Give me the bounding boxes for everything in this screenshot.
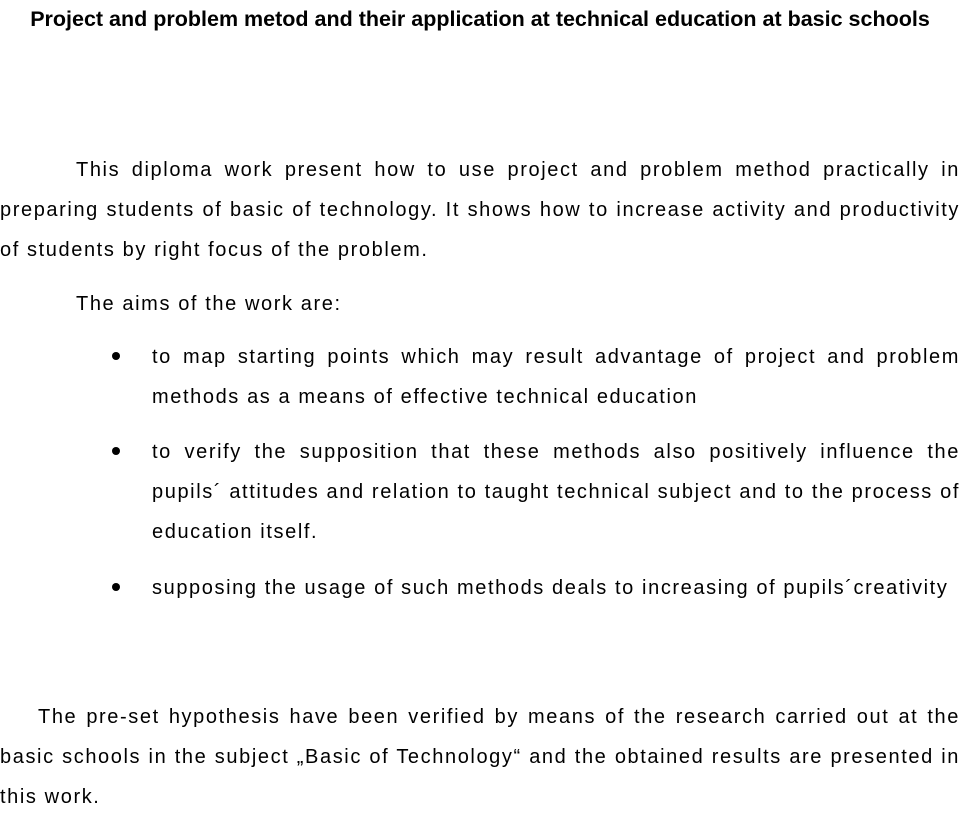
aims-list-item-text: to verify the supposition that these methods also positively influence the pupils´ attitudes and relation to taught technical subject and to the process of education itself. [152, 441, 960, 543]
bullet-dot-icon [112, 583, 120, 591]
aims-intro: The aims of the work are: [76, 293, 342, 315]
intro-paragraph-text: This diploma work present how to use project and problem method practically in preparing students of basic of technology. It shows how to increase activity and productivity of students by right focus of the problem. [0, 159, 960, 261]
aims-list-item [152, 432, 960, 552]
bullet-dot-icon [112, 352, 120, 360]
aims-list-item-text: supposing the usage of such methods deals to increasing of pupils´creativity [152, 577, 949, 599]
conclusion-paragraph [0, 697, 960, 817]
conclusion-paragraph-text: The pre-set hypothesis have been verified by means of the research carried out at the basic schools in the subject „Basic of Technology“ and the obtained results are presented in this work. [0, 706, 960, 808]
bullet-dot-icon [112, 447, 120, 455]
intro-paragraph [0, 150, 960, 270]
aims-list-item [152, 568, 960, 608]
aims-list-item-text: to map starting points which may result advantage of project and problem methods as a means of effective technical education [152, 346, 960, 408]
aims-list-item [152, 337, 960, 417]
document-title: Project and problem metod and their application at technical education at basic schools [30, 7, 930, 31]
